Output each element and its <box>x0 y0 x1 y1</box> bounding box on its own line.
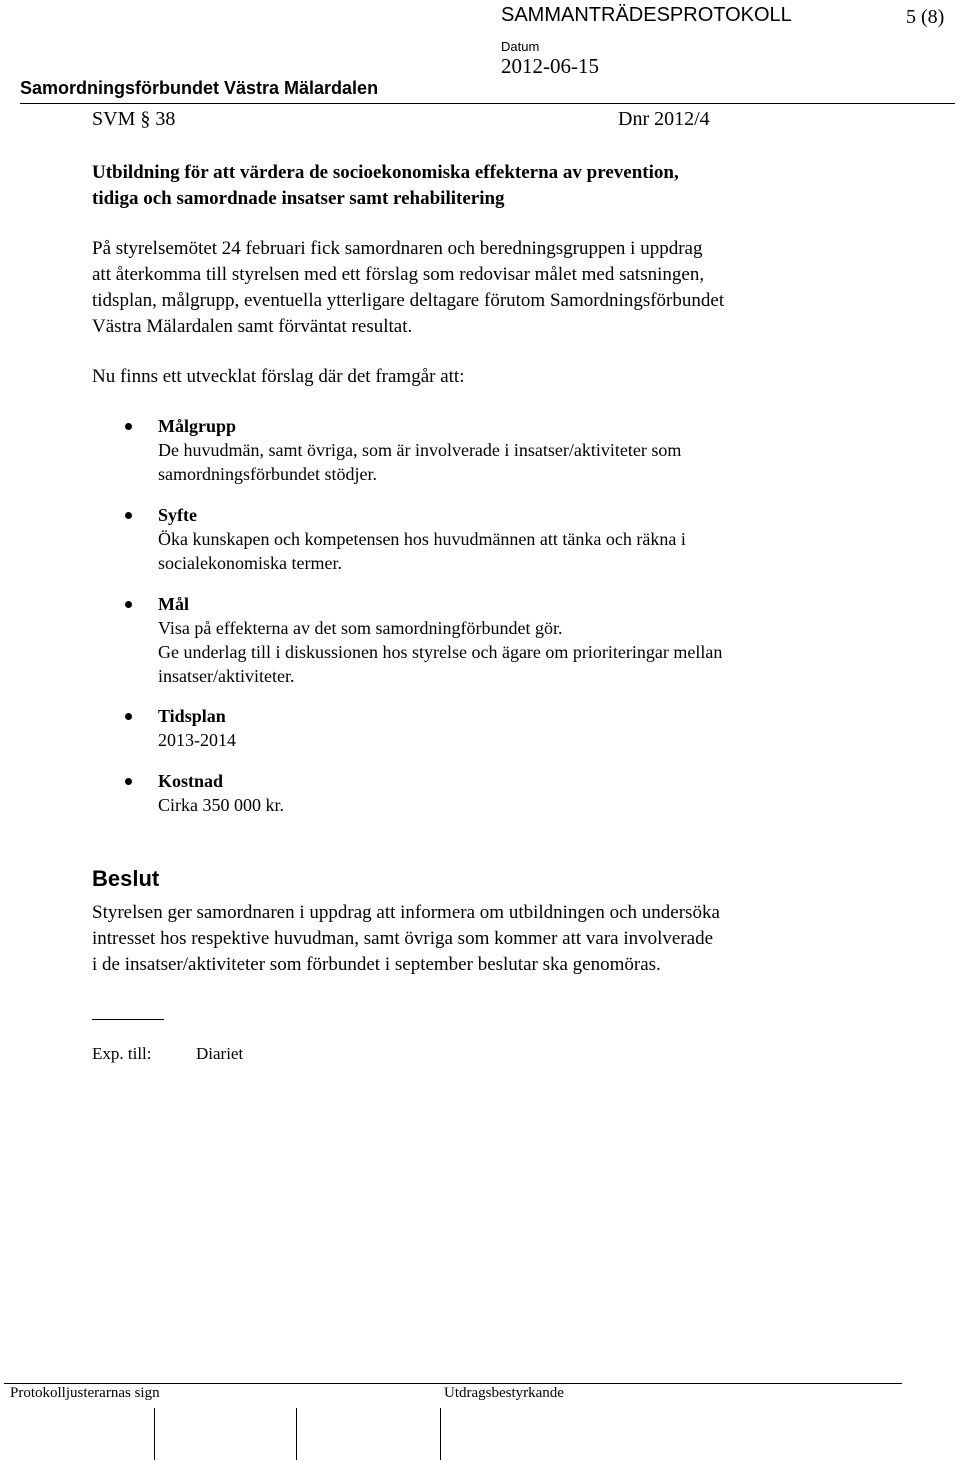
organization-name: Samordningsförbundet Västra Mälardalen <box>20 78 379 98</box>
list-item-syfte <box>158 503 686 575</box>
intro-line: Västra Mälardalen samt förväntat resultat. <box>92 316 413 337</box>
header-divider <box>20 103 955 104</box>
item-line: insatser/aktiviteter. <box>158 666 295 686</box>
item-line: Ge underlag till i diskussionen hos styrelse och ägare om prioriteringar mellan <box>158 642 723 662</box>
item-line: Cirka 350 000 kr. <box>158 795 284 815</box>
bullet-icon <box>125 512 132 519</box>
signature-box-divider <box>296 1408 297 1460</box>
section-title <box>92 160 679 212</box>
date-value: 2012-06-15 <box>501 54 599 78</box>
item-line: socialekonomiska termer. <box>158 553 342 573</box>
document-type: SAMMANTRÄDESPROTOKOLL <box>501 4 792 26</box>
bullet-icon <box>125 601 132 608</box>
bullet-icon <box>125 423 132 430</box>
item-heading: Tidsplan <box>158 706 226 726</box>
signature-box-divider <box>154 1408 155 1460</box>
separator-line <box>92 1019 164 1020</box>
footer-divider <box>4 1383 902 1384</box>
intro-line: tidsplan, målgrupp, eventuella ytterligare deltagare förutom Samordningsförbundet <box>92 290 725 311</box>
item-line: De huvudmän, samt övriga, som är involverade i insatser/aktiviteter som <box>158 440 682 460</box>
decision-paragraph <box>92 900 720 978</box>
item-line: Visa på effekterna av det som samordningförbundet gör. <box>158 618 563 638</box>
bullet-icon <box>125 713 132 720</box>
intro-paragraph <box>92 236 724 340</box>
page-number: 5 (8) <box>906 6 945 28</box>
intro-line: att återkomma till styrelsen med ett förslag som redovisar målet med satsningen, <box>92 264 705 285</box>
title-line: Utbildning för att värdera de socioekonomiska effekterna av prevention, <box>92 162 679 183</box>
list-item-tidsplan <box>158 704 236 752</box>
list-item-mal <box>158 592 722 688</box>
item-heading: Mål <box>158 594 189 614</box>
item-line: samordningsförbundet stödjer. <box>158 464 377 484</box>
item-line: 2013-2014 <box>158 730 236 750</box>
decision-line: intresset hos respektive huvudman, samt övriga som kommer att vara involverade <box>92 928 714 949</box>
item-heading: Kostnad <box>158 771 224 791</box>
case-dnr: Dnr 2012/4 <box>618 108 710 130</box>
list-item-malgrupp <box>158 414 681 486</box>
decision-line: i de insatser/aktiviteter som förbundet i september beslutar ska genomöras. <box>92 954 661 975</box>
distribution-value: Diariet <box>196 1044 244 1063</box>
item-line: Öka kunskapen och kompetensen hos huvudmännen att tänka och räkna i <box>158 529 686 549</box>
signature-box-divider <box>440 1408 441 1460</box>
signature-label: Protokolljusterarnas sign <box>10 1385 160 1401</box>
decision-line: Styrelsen ger samordnaren i uppdrag att informera om utbildningen och undersöka <box>92 902 720 923</box>
intro-line: På styrelsemötet 24 februari fick samordnaren och beredningsgruppen i uppdrag <box>92 238 703 259</box>
decision-heading: Beslut <box>92 866 160 891</box>
list-item-kostnad <box>158 769 284 817</box>
case-id: SVM § 38 <box>92 108 176 130</box>
title-line: tidiga och samordnade insatser samt rehabilitering <box>92 188 505 209</box>
date-label: Datum <box>501 39 540 54</box>
distribution-label: Exp. till: <box>92 1044 152 1063</box>
item-heading: Målgrupp <box>158 416 237 436</box>
extract-label: Utdragsbestyrkande <box>444 1385 564 1401</box>
item-heading: Syfte <box>158 505 197 525</box>
bullet-icon <box>125 778 132 785</box>
lead-sentence: Nu finns ett utvecklat förslag där det framgår att: <box>92 366 465 387</box>
